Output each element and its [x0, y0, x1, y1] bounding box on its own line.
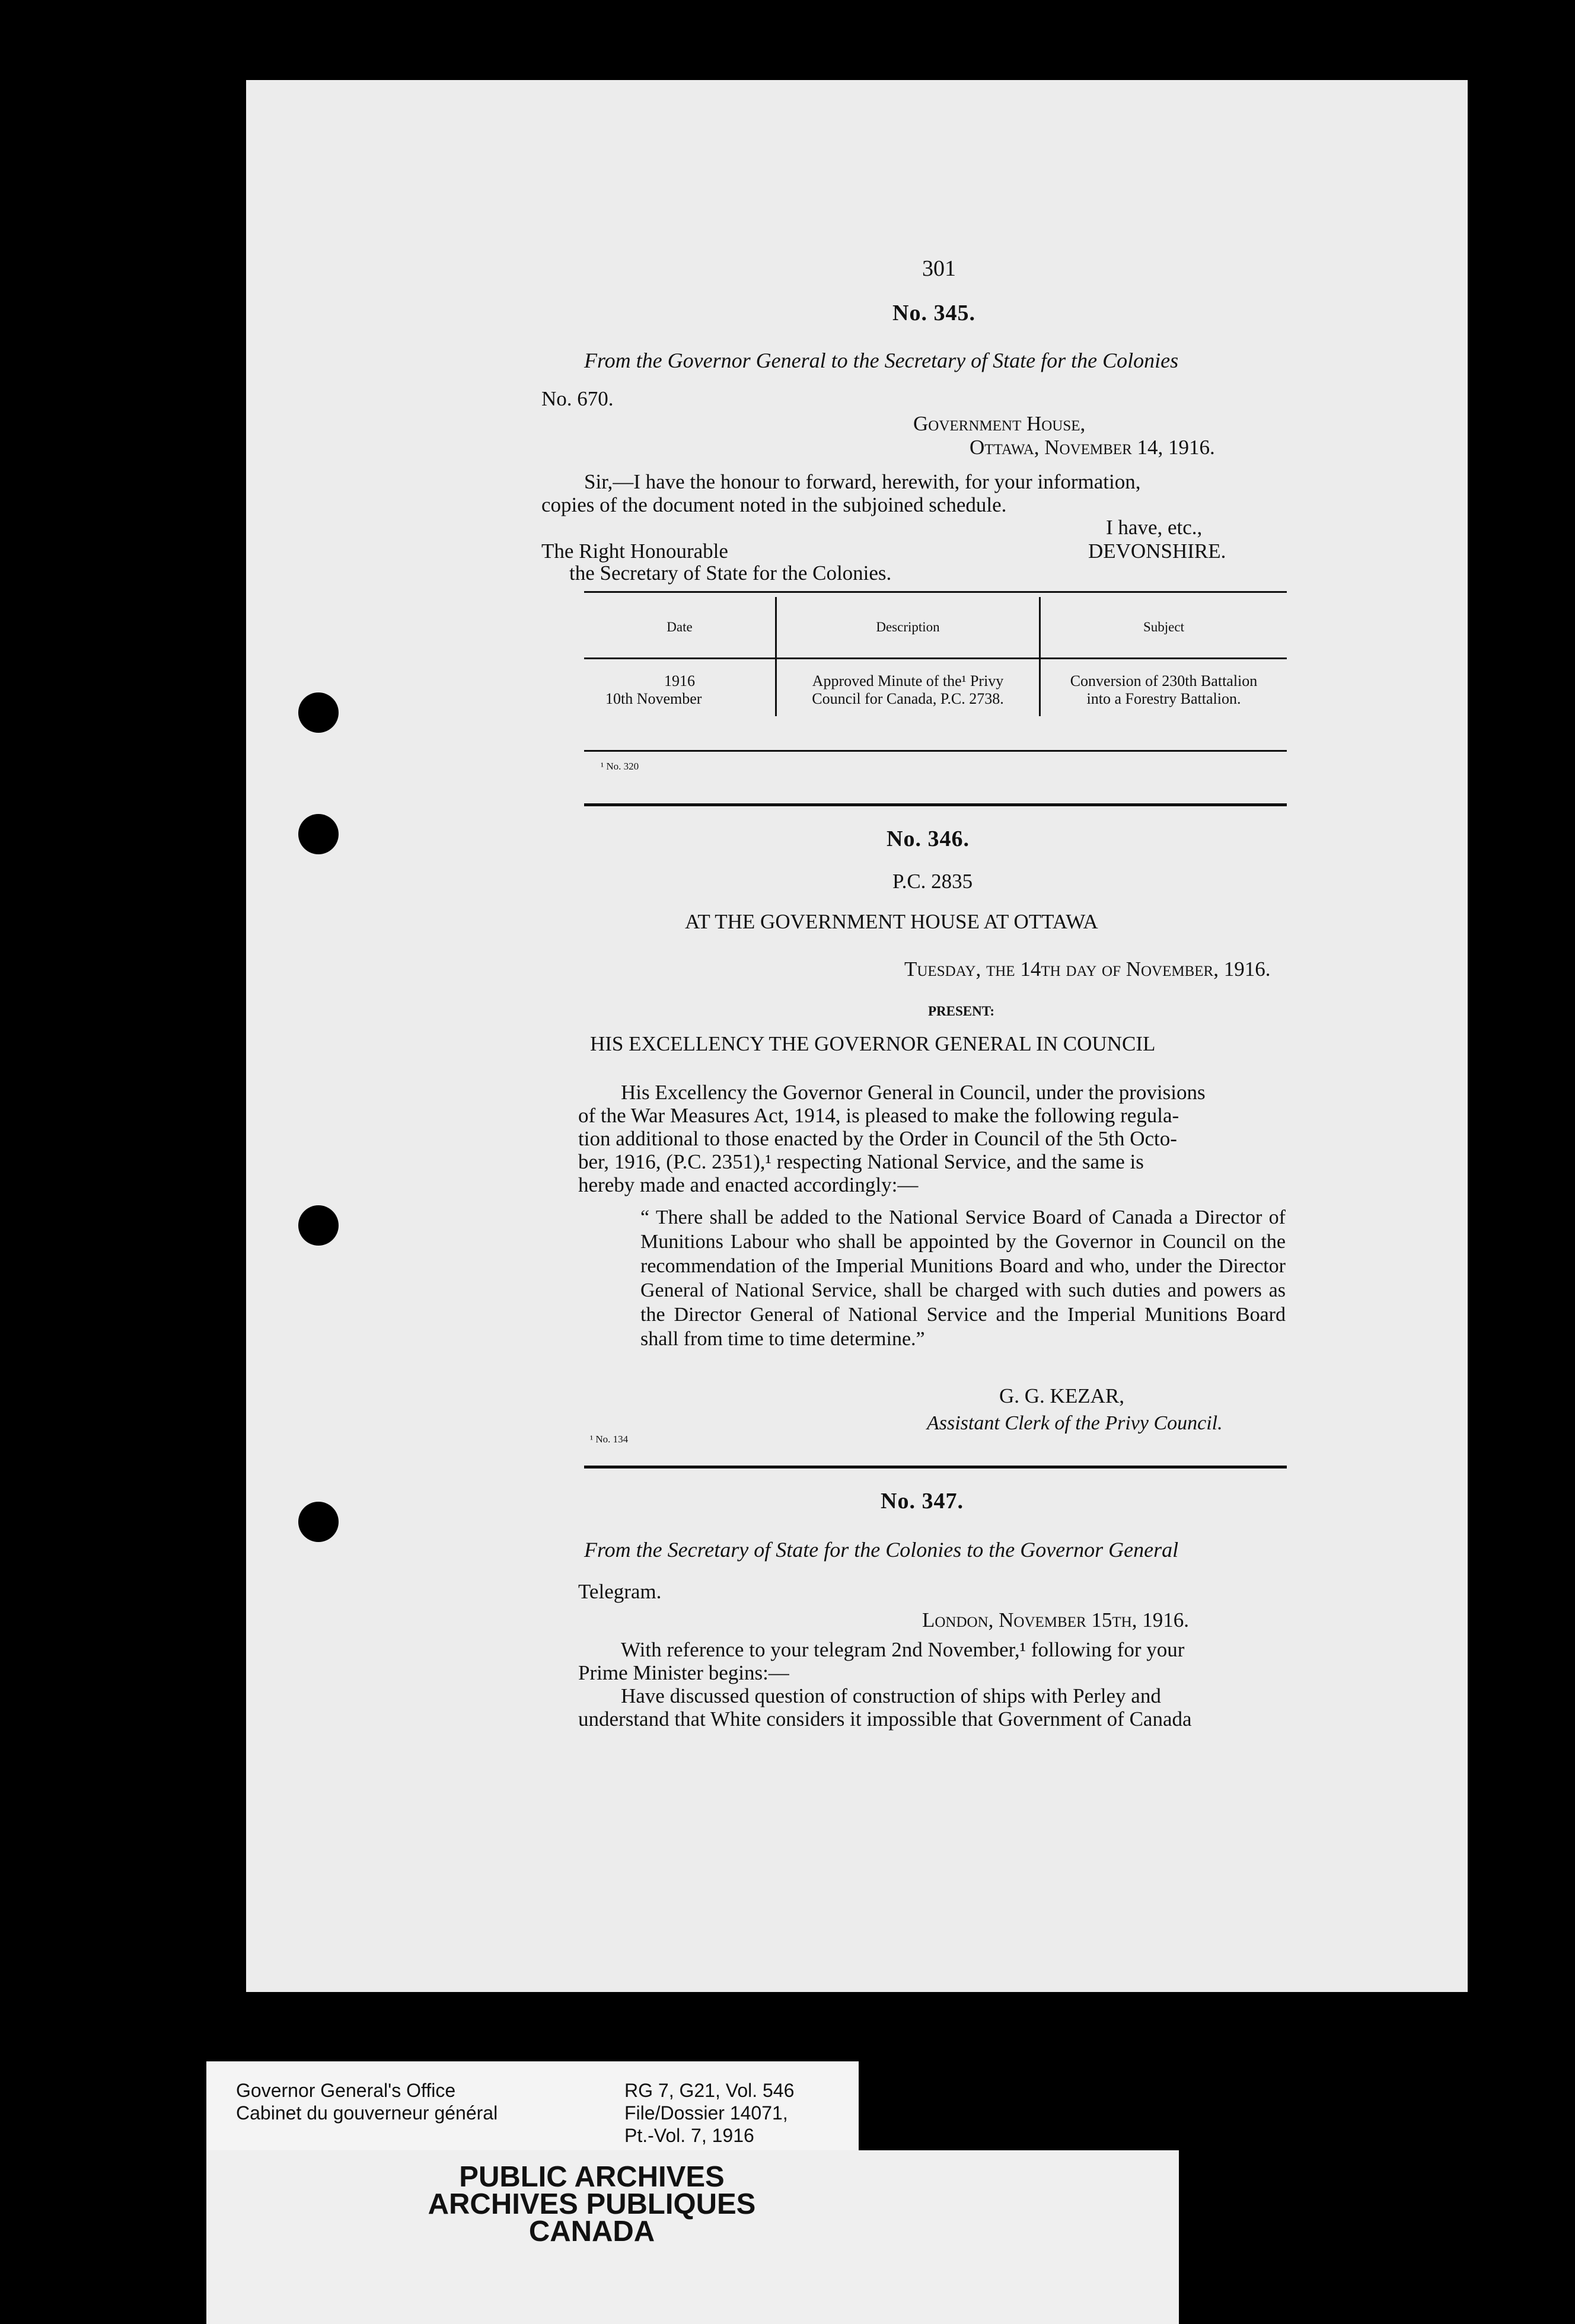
office-name-fr: Cabinet du gouverneur général [236, 2102, 498, 2124]
subject-line: into a Forestry Battalion. [1086, 689, 1241, 707]
table-header-row [584, 597, 1287, 659]
body-line: His Excellency the Governor General in Council, under the provisions [621, 1081, 1206, 1104]
column-header: Date [667, 620, 693, 634]
section-divider [584, 1466, 1287, 1469]
recipient-line: the Secretary of State for the Colonies. [569, 561, 892, 585]
address-line: Government House, [913, 412, 1086, 435]
closing-line: I have, etc., [1106, 516, 1203, 539]
council-heading: HIS EXCELLENCY THE GOVERNOR GENERAL IN COUNCIL [590, 1032, 1156, 1055]
page-number: 301 [922, 256, 956, 281]
place-heading: AT THE GOVERNMENT HOUSE AT OTTAWA [685, 910, 1098, 933]
body-line: With reference to your telegram 2nd November,¹ following for your [621, 1638, 1185, 1661]
reference-line: File/Dossier 14071, [624, 2102, 788, 2124]
archives-stamp [366, 2161, 817, 2248]
body-line: Have discussed question of construction of ships with Perley and [621, 1684, 1161, 1707]
date-line-347: London, November 15th, 1916. [922, 1608, 1189, 1632]
body-line: tion additional to those enacted by the Order in Council of the 5th Octo- [578, 1127, 1177, 1150]
document-heading-346: No. 346. [887, 826, 970, 851]
body-line: hereby made and enacted accordingly:— [578, 1173, 919, 1196]
stamp-line: CANADA [528, 2216, 655, 2248]
signer-name: G. G. KEZAR, [999, 1384, 1124, 1407]
present-label: PRESENT: [928, 1004, 995, 1019]
column-header: Description [776, 597, 1040, 659]
archive-reference-card [206, 2061, 859, 2150]
date-line-345: Ottawa, November 14, 1916. [970, 436, 1215, 459]
document-page [246, 80, 1468, 1992]
subject-cell [1040, 659, 1287, 716]
description-line: Council for Canada, P.C. 2738. [812, 689, 1004, 707]
body-line: Sir,—I have the honour to forward, herewith, for your information, [584, 470, 1141, 493]
schedule-table [584, 597, 1287, 716]
pc-number: P.C. 2835 [892, 870, 973, 893]
document-heading-347: No. 347. [881, 1489, 964, 1514]
subject-line: Conversion of 230th Battalion [1070, 672, 1258, 689]
document-heading-345: No. 345. [892, 301, 975, 325]
punch-hole [298, 814, 339, 854]
stamp-line: ARCHIVES PUBLIQUES [428, 2188, 756, 2220]
signer-title: Assistant Clerk of the Privy Council. [927, 1412, 1223, 1434]
table-bottom-rule [584, 750, 1287, 752]
document-subtitle-345: From the Governor General to the Secretary of State for the Colonies [584, 349, 1179, 372]
date-line-346: Tuesday, the 14th day of November, 1916. [904, 957, 1271, 981]
telegram-label: Telegram. [578, 1580, 662, 1603]
date-day: 10th November [605, 689, 702, 707]
office-name-en: Governor General's Office [236, 2080, 456, 2101]
date-year: 1916 [664, 672, 695, 689]
punch-hole [298, 1205, 339, 1246]
body-line: copies of the document noted in the subjoined schedule. [541, 493, 1007, 516]
body-line: understand that White considers it impossible that Government of Canada [578, 1707, 1192, 1731]
punch-hole [298, 1502, 339, 1542]
section-divider [584, 803, 1287, 806]
body-line: Prime Minister begins:— [578, 1661, 789, 1684]
reference-line: Pt.-Vol. 7, 1916 [624, 2125, 754, 2146]
body-line: of the War Measures Act, 1914, is pleased to make the following regula- [578, 1104, 1179, 1127]
signature: DEVONSHIRE. [1088, 540, 1226, 563]
reference-number: No. 670. [541, 387, 614, 410]
stamp-line: PUBLIC ARCHIVES [459, 2161, 725, 2193]
archives-stamp-area [206, 2150, 1179, 2324]
recipient-line: The Right Honourable [541, 540, 728, 563]
table-top-rule [584, 591, 1287, 593]
regulation-quote: “ There shall be added to the National Service Board of Canada a Director of Munitions Labour who shall be appointed by the Governor in Council on the recommendation of the Imperial Munitions Board and who, under the Director General of National Service, shall be charged with such duties and powers as the Director General of National Service and the Imperial Munitions Board shall from time to time determine.” [640, 1206, 1286, 1350]
date-cell [584, 659, 776, 716]
column-header: Subject [1040, 597, 1287, 659]
footnote: ¹ No. 320 [601, 761, 639, 772]
reference-line: RG 7, G21, Vol. 546 [624, 2080, 795, 2101]
table-row [584, 659, 1287, 716]
description-cell [776, 659, 1040, 716]
document-subtitle-347: From the Secretary of State for the Colonies to the Governor General [584, 1538, 1179, 1562]
body-line: ber, 1916, (P.C. 2351),¹ respecting National Service, and the same is [578, 1150, 1144, 1173]
punch-hole [298, 692, 339, 733]
footnote: ¹ No. 134 [590, 1434, 629, 1445]
description-line: Approved Minute of the¹ Privy [812, 672, 1004, 689]
